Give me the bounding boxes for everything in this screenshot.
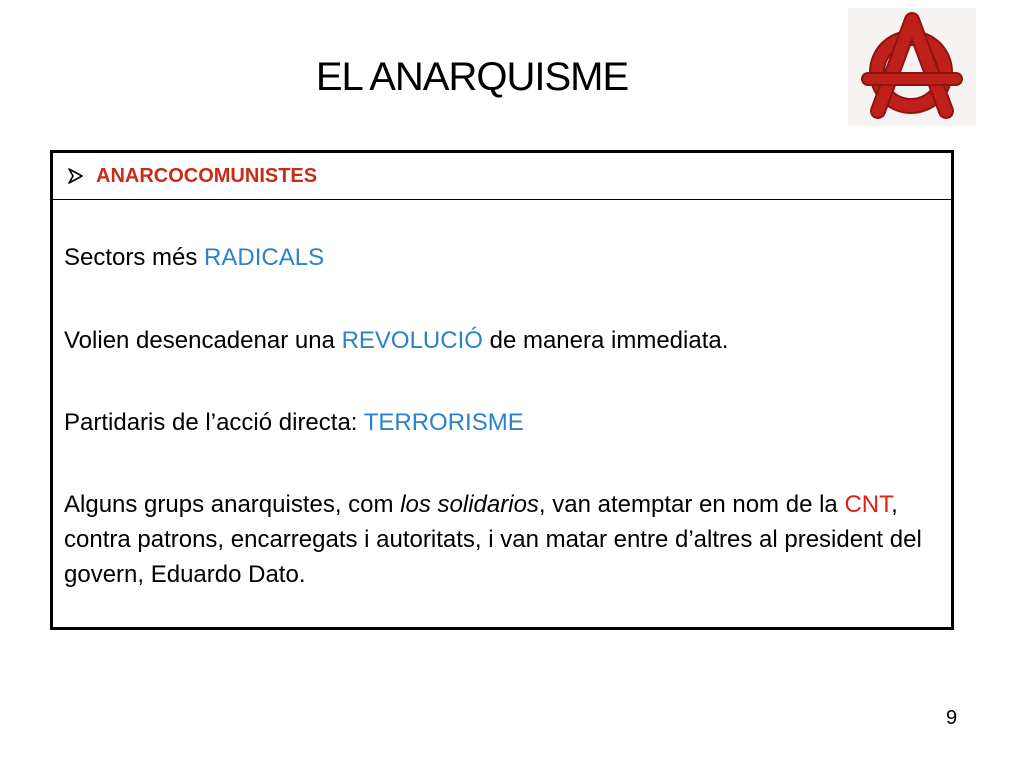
paragraph-terrorisme: Partidaris de l’acció directa: TERRORISME (64, 409, 524, 436)
highlight-cnt: CNT (844, 491, 892, 518)
content-box (50, 150, 954, 630)
highlight-revolucio: REVOLUCIÓ (341, 327, 483, 354)
slide-title: EL ANARQUISME (315, 55, 629, 99)
page-number: 9 (946, 707, 958, 729)
paragraph-revolucio: Volien desencadenar una REVOLUCIÓ de manera immediata. (64, 327, 729, 354)
section-header (53, 153, 951, 200)
arrow-bullet-icon (66, 166, 86, 186)
paragraph-radicals: Sectors més RADICALS (64, 244, 325, 271)
paragraph-solidarios: Alguns grups anarquistes, com los solidarios, van atemptar en nom de la CNT, contra patrons, encarregats i autoritats, i van matar entre d’altres al president del govern, Eduardo Dato. (64, 491, 922, 588)
section-header-label: ANARCOCOMUNISTES (96, 164, 318, 187)
italic-los-solidarios: los solidarios (400, 491, 539, 518)
anarchy-symbol-icon (848, 8, 976, 126)
highlight-terrorisme: TERRORISME (363, 409, 524, 436)
highlight-radicals: RADICALS (204, 244, 325, 271)
